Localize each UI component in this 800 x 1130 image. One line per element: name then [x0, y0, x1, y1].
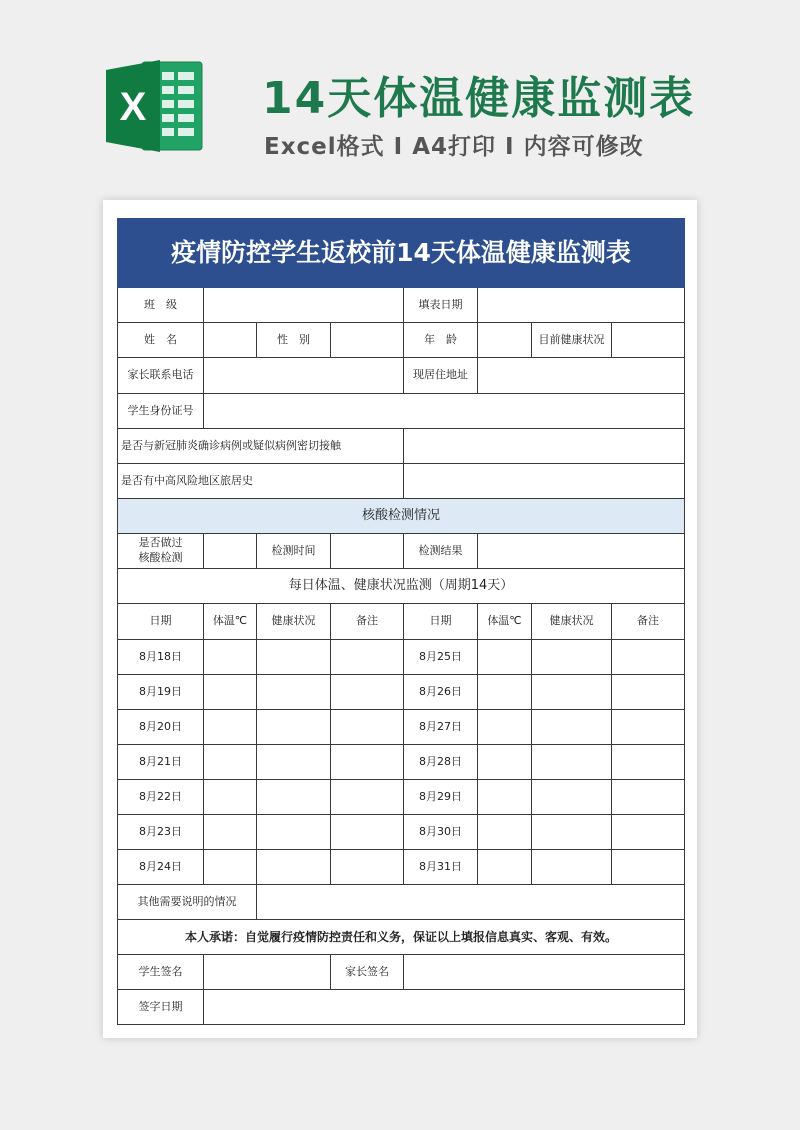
temp-field[interactable] — [478, 640, 532, 675]
header — [0, 0, 800, 200]
note-field[interactable] — [612, 850, 685, 885]
col-header-note-right: 备注 — [612, 604, 685, 640]
daily-section-heading: 每日体温、健康状况监测（周期14天） — [118, 569, 685, 604]
health-field[interactable] — [532, 675, 612, 710]
health-field[interactable] — [257, 640, 331, 675]
temp-field[interactable] — [204, 780, 257, 815]
table-row — [118, 850, 685, 885]
temp-field[interactable] — [204, 815, 257, 850]
note-field[interactable] — [331, 675, 404, 710]
health-field[interactable] — [257, 780, 331, 815]
nucleic-tested-label-line2: 核酸检测 — [138, 551, 183, 564]
col-header-date-right: 日期 — [404, 604, 478, 640]
table-row — [118, 815, 685, 850]
excel-logo-icon — [104, 58, 204, 154]
health-field[interactable] — [532, 780, 612, 815]
col-header-note-left: 备注 — [331, 604, 404, 640]
id-number-field[interactable] — [204, 394, 685, 429]
table-row — [118, 780, 685, 815]
health-field[interactable] — [257, 710, 331, 745]
col-header-health-left: 健康状况 — [257, 604, 331, 640]
note-field[interactable] — [612, 815, 685, 850]
nucleic-tested-field[interactable] — [204, 534, 257, 569]
temp-field[interactable] — [204, 675, 257, 710]
date-cell: 8月29日 — [404, 780, 478, 815]
table-row — [118, 745, 685, 780]
page-subtitle: Excel格式 I A4打印 I 内容可修改 — [264, 134, 644, 160]
date-cell: 8月28日 — [404, 745, 478, 780]
pledge-text: 本人承诺：自觉履行疫情防控责任和义务，保证以上填报信息真实、客观、有效。 — [118, 920, 685, 955]
temp-field[interactable] — [478, 780, 532, 815]
parent-sign-field[interactable] — [404, 955, 685, 990]
address-label: 现居住地址 — [404, 358, 478, 394]
date-cell: 8月23日 — [118, 815, 204, 850]
health-field[interactable] — [257, 815, 331, 850]
note-field[interactable] — [331, 640, 404, 675]
health-field[interactable] — [532, 745, 612, 780]
gender-field[interactable] — [331, 323, 404, 358]
name-field[interactable] — [204, 323, 257, 358]
age-label: 年 龄 — [404, 323, 478, 358]
date-cell: 8月24日 — [118, 850, 204, 885]
health-monitoring-table — [117, 218, 685, 1025]
temp-field[interactable] — [478, 745, 532, 780]
col-header-health-right: 健康状况 — [532, 604, 612, 640]
id-number-label: 学生身份证号 — [118, 394, 204, 429]
other-notes-label: 其他需要说明的情况 — [118, 885, 257, 920]
name-label: 姓 名 — [118, 323, 204, 358]
travel-question-label: 是否有中高风险地区旅居史 — [118, 464, 404, 499]
form-title: 疫情防控学生返校前14天体温健康监测表 — [118, 219, 685, 288]
note-field[interactable] — [612, 780, 685, 815]
temp-field[interactable] — [478, 815, 532, 850]
student-sign-label: 学生签名 — [118, 955, 204, 990]
health-status-label: 目前健康状况 — [532, 323, 612, 358]
gender-label: 性 别 — [257, 323, 331, 358]
note-field[interactable] — [331, 745, 404, 780]
note-field[interactable] — [612, 745, 685, 780]
table-row — [118, 640, 685, 675]
col-header-temp-left: 体温℃ — [204, 604, 257, 640]
fill-date-field[interactable] — [478, 288, 685, 323]
health-field[interactable] — [257, 850, 331, 885]
table-row — [118, 710, 685, 745]
test-time-label: 检测时间 — [257, 534, 331, 569]
date-cell: 8月25日 — [404, 640, 478, 675]
note-field[interactable] — [331, 850, 404, 885]
temp-field[interactable] — [204, 710, 257, 745]
temp-field[interactable] — [204, 745, 257, 780]
age-field[interactable] — [478, 323, 532, 358]
date-cell: 8月19日 — [118, 675, 204, 710]
date-cell: 8月27日 — [404, 710, 478, 745]
page-title: 14天体温健康监测表 — [262, 73, 696, 124]
date-cell: 8月18日 — [118, 640, 204, 675]
class-label: 班 级 — [118, 288, 204, 323]
parent-phone-label: 家长联系电话 — [118, 358, 204, 394]
date-cell: 8月22日 — [118, 780, 204, 815]
table-row — [118, 675, 685, 710]
parent-sign-label: 家长签名 — [331, 955, 404, 990]
note-field[interactable] — [331, 710, 404, 745]
nucleic-section-heading: 核酸检测情况 — [118, 499, 685, 534]
test-time-field[interactable] — [331, 534, 404, 569]
date-cell: 8月31日 — [404, 850, 478, 885]
nucleic-tested-label-line1: 是否做过 — [138, 536, 183, 550]
date-cell: 8月30日 — [404, 815, 478, 850]
note-field[interactable] — [612, 640, 685, 675]
test-result-label: 检测结果 — [404, 534, 478, 569]
excel-logo-letter: X — [119, 85, 147, 129]
health-field[interactable] — [532, 850, 612, 885]
fill-date-label: 填表日期 — [404, 288, 478, 323]
travel-question-field[interactable] — [404, 464, 685, 499]
form-sheet — [103, 200, 697, 1038]
student-sign-field[interactable] — [204, 955, 331, 990]
note-field[interactable] — [331, 780, 404, 815]
health-field[interactable] — [532, 710, 612, 745]
health-field[interactable] — [257, 745, 331, 780]
temp-field[interactable] — [204, 640, 257, 675]
class-field[interactable] — [204, 288, 404, 323]
other-notes-field[interactable] — [257, 885, 685, 920]
col-header-date-left: 日期 — [118, 604, 204, 640]
date-cell: 8月20日 — [118, 710, 204, 745]
date-cell: 8月26日 — [404, 675, 478, 710]
address-field[interactable] — [478, 358, 685, 394]
note-field[interactable] — [612, 710, 685, 745]
col-header-temp-right: 体温℃ — [478, 604, 532, 640]
temp-field[interactable] — [478, 850, 532, 885]
sign-date-label: 签字日期 — [118, 990, 204, 1025]
date-cell: 8月21日 — [118, 745, 204, 780]
health-field[interactable] — [532, 640, 612, 675]
health-field[interactable] — [257, 675, 331, 710]
nucleic-tested-label — [118, 534, 204, 569]
contact-question-field[interactable] — [404, 429, 685, 464]
temp-field[interactable] — [478, 675, 532, 710]
parent-phone-field[interactable] — [204, 358, 404, 394]
health-status-field[interactable] — [612, 323, 685, 358]
temp-field[interactable] — [204, 850, 257, 885]
health-field[interactable] — [532, 815, 612, 850]
sign-date-field[interactable] — [204, 990, 685, 1025]
test-result-field[interactable] — [478, 534, 685, 569]
contact-question-label: 是否与新冠肺炎确诊病例或疑似病例密切接触 — [118, 429, 404, 464]
note-field[interactable] — [612, 675, 685, 710]
temp-field[interactable] — [478, 710, 532, 745]
note-field[interactable] — [331, 815, 404, 850]
